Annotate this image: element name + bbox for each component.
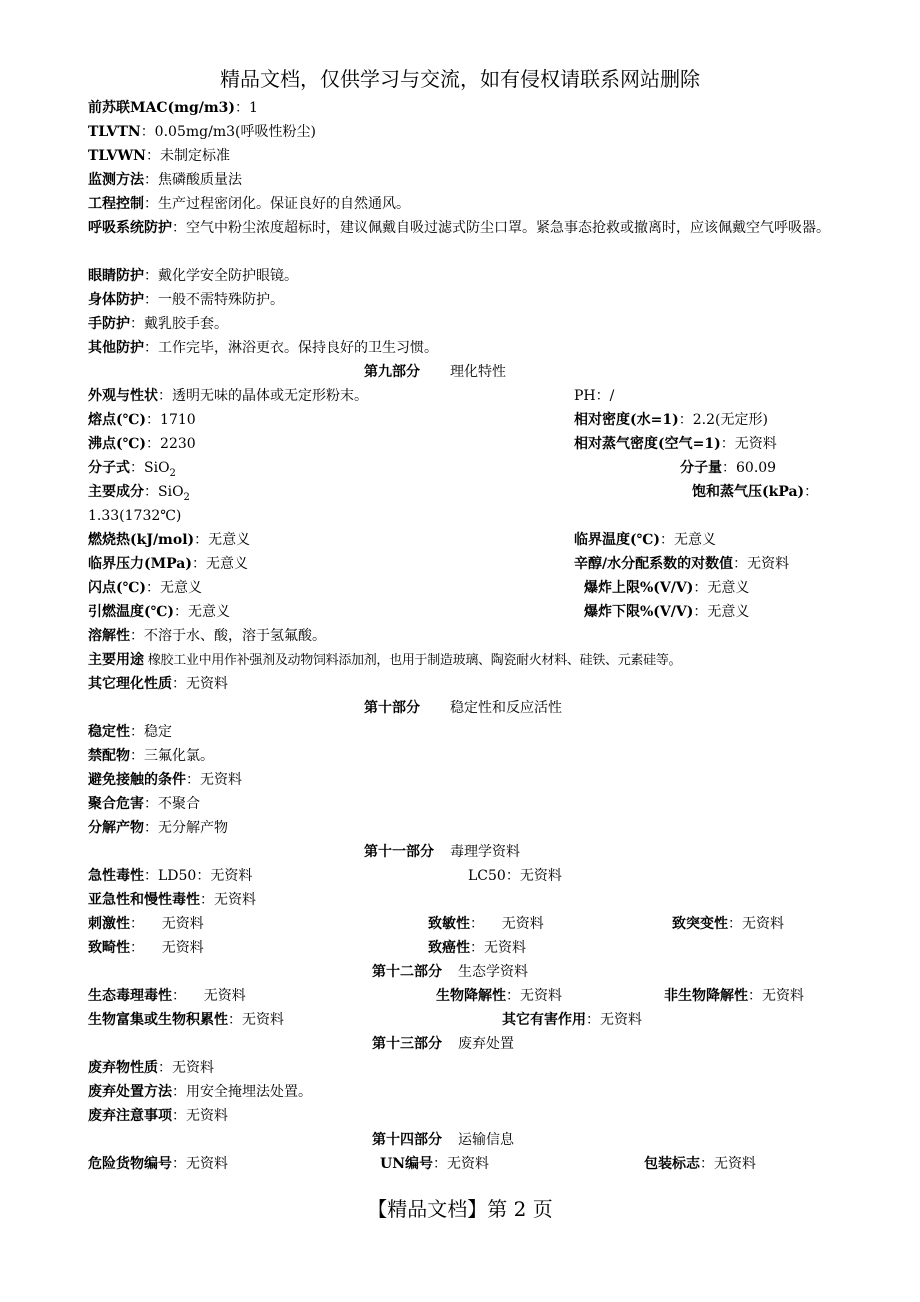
section-11-heading [88, 840, 838, 864]
field-label: 禁配物 [88, 748, 130, 764]
field-label: 临界温度(℃) [574, 532, 661, 548]
field-label: 废弃注意事项 [88, 1108, 172, 1124]
field-value: ： [804, 484, 819, 500]
section-title: 毒理学资料 [450, 844, 520, 860]
field-value: ： 无资料 [130, 916, 204, 932]
subscript: 2 [169, 467, 176, 479]
field-value: ：LD50：无资料 [144, 868, 253, 884]
field-value: ：生产过程密闭化。保证良好的自然通风。 [144, 196, 410, 212]
field-value: ：无资料 [200, 892, 256, 908]
section-title: 理化特性 [450, 364, 506, 380]
monitor-row [88, 168, 838, 192]
field-label: 饱和蒸气压(kPa) [692, 484, 805, 500]
field-value: ：无分解产物 [144, 820, 228, 836]
field-label: 包装标志 [644, 1156, 700, 1172]
appearance-row [88, 384, 838, 408]
field-value: ：无资料 [433, 1156, 490, 1172]
field-label: 分解产物 [88, 820, 144, 836]
stability-row [88, 720, 838, 744]
field-label: 外观与性状 [88, 388, 158, 404]
formula-row [88, 456, 838, 480]
field-value: ：戴乳胶手套。 [130, 316, 228, 332]
field-value: ：无意义 [194, 532, 251, 548]
waste-note-row [88, 1104, 838, 1128]
composition-row [88, 480, 838, 504]
field-value: ：无资料 [228, 1012, 284, 1028]
field-label: 废弃物性质 [88, 1060, 158, 1076]
field-label: 引燃温度(℃) [88, 604, 175, 620]
field-value: ：无意义 [660, 532, 717, 548]
field-label: 爆炸上限%(V/V) [584, 580, 694, 596]
tlvtn-row [88, 120, 838, 144]
section-10-heading [88, 696, 838, 720]
section-title: 废弃处置 [458, 1036, 514, 1052]
field-label: 稳定性 [88, 724, 130, 740]
waste-nature-row [88, 1056, 838, 1080]
field-label: 分子量 [680, 460, 722, 476]
field-label: 聚合危害 [88, 796, 144, 812]
field-label: 主要成分 [88, 484, 144, 500]
field-label: TLVWN [88, 148, 146, 164]
field-value: ：无资料 [586, 1012, 642, 1028]
field-label: 前苏联MAC(mg/m3) [88, 100, 236, 116]
field-label: 眼睛防护 [88, 268, 144, 284]
field-label: 手防护 [88, 316, 130, 332]
subscript: 2 [183, 491, 190, 503]
field-label: 身体防护 [88, 292, 144, 308]
field-value: ：无资料 [172, 1156, 228, 1172]
field-value: ： 无资料 [470, 916, 544, 932]
section-14-heading [88, 1128, 838, 1152]
section-title: 稳定性和反应活性 [450, 700, 562, 716]
other-row [88, 336, 838, 360]
field-value: ：2.2(无定形) [678, 412, 768, 428]
field-label: 熔点(℃) [88, 412, 147, 428]
field-value: ：无意义 [146, 580, 203, 596]
field-value: ：无资料 [720, 436, 777, 452]
section-number: 第十部分 [364, 700, 420, 716]
field-value: ：无资料 [748, 988, 804, 1004]
bp-row [88, 432, 838, 456]
field-value: ：未制定标准 [145, 148, 230, 164]
section-title: 生态学资料 [458, 964, 528, 980]
field-label: 急性毒性 [88, 868, 144, 884]
solubility-row [88, 624, 838, 648]
section-number: 第十三部分 [372, 1036, 442, 1052]
field-value: ：SiO [130, 460, 170, 476]
ecotox-row [88, 984, 838, 1008]
field-label: 工程控制 [88, 196, 144, 212]
field-value: ：工作完毕，淋浴更衣。保持良好的卫生习惯。 [144, 340, 438, 356]
field-value: ：一般不需特殊防护。 [144, 292, 284, 308]
polymer-row [88, 792, 838, 816]
field-value: ：SiO [144, 484, 184, 500]
field-value: ：1710 [146, 412, 196, 428]
field-value: ：不聚合 [144, 796, 200, 812]
field-value: ：无资料 [506, 988, 562, 1004]
field-label: 刺激性 [88, 916, 130, 932]
otherprop-row [88, 672, 838, 696]
field-value: ：无资料 [172, 1108, 228, 1124]
section-12-heading [88, 960, 838, 984]
field-label: 亚急性和慢性毒性 [88, 892, 200, 908]
bioacc-row [88, 1008, 838, 1032]
field-value: ：戴化学安全防护眼镜。 [144, 268, 298, 284]
field-label: 燃烧热(kJ/mol) [88, 532, 195, 548]
field-label: 闪点(℃) [88, 580, 147, 596]
document-body [88, 96, 838, 1176]
field-label: 避免接触的条件 [88, 772, 186, 788]
field-label: 非生物降解性 [664, 988, 748, 1004]
field-label: 其它理化性质 [88, 676, 172, 692]
field-label: 其他防护 [88, 340, 144, 356]
section-number: 第九部分 [364, 364, 420, 380]
acute-row [88, 864, 838, 888]
section-13-heading [88, 1032, 838, 1056]
field-value: 1.33(1732℃) [88, 508, 182, 524]
field-label: 致敏性 [428, 916, 470, 932]
page-footer: 【精品文档】第 2 页 [367, 1197, 553, 1221]
waste-method-row [88, 1080, 838, 1104]
irritation-row [88, 912, 838, 936]
cp-row [88, 552, 838, 576]
field-label: 致突变性 [672, 916, 728, 932]
tlvwn-row [88, 144, 838, 168]
field-value: ：无资料 [733, 556, 790, 572]
field-value: ：焦磷酸质量法 [144, 172, 242, 188]
transport-row [88, 1152, 838, 1176]
field-label: TLVTN [88, 124, 141, 140]
field-label: 生物降解性 [436, 988, 506, 1004]
field-value: 橡胶工业中用作补强剂及动物饲料添加剂，也用于制造玻璃、陶瓷耐火材料、硅铁、元素硅等。 [144, 653, 682, 668]
field-label: 其它有害作用 [502, 1012, 586, 1028]
subacute-row [88, 888, 838, 912]
mp-row [88, 408, 838, 432]
field-value: ：无资料 [700, 1156, 756, 1172]
field-label: 分子式 [88, 460, 130, 476]
field-value: ：无意义 [693, 604, 750, 620]
decomp-row [88, 816, 838, 840]
ph-value: PH：/ [574, 388, 615, 404]
incompat-row [88, 744, 838, 768]
field-value: ：2230 [146, 436, 196, 452]
resp-row [88, 216, 838, 264]
field-label: 溶解性 [88, 628, 130, 644]
field-label: UN编号 [380, 1156, 434, 1172]
avoid-row [88, 768, 838, 792]
field-label: 相对蒸气密度(空气=1) [574, 436, 721, 452]
section-number: 第十四部分 [372, 1132, 442, 1148]
vp-value-row [88, 504, 838, 528]
field-value: ：稳定 [130, 724, 172, 740]
field-value: ：无资料 [186, 772, 242, 788]
field-value: ：用安全掩埋法处置。 [172, 1084, 312, 1100]
field-value: ：无资料 [470, 940, 526, 956]
field-label: 相对密度(水=1) [574, 412, 679, 428]
section-number: 第十一部分 [364, 844, 434, 860]
field-label: 监测方法 [88, 172, 144, 188]
field-label: 生物富集或生物积累性 [88, 1012, 228, 1028]
use-row [88, 648, 838, 672]
teratogenic-row [88, 936, 838, 960]
field-value: ：三氟化氯。 [130, 748, 214, 764]
field-label: 主要用途 [88, 652, 144, 668]
page-header: 精品文档，仅供学习与交流，如有侵权请联系网站删除 [220, 67, 700, 91]
field-value: ：透明无味的晶体或无定形粉末。 [158, 388, 368, 404]
field-value: ：60.09 [722, 460, 777, 476]
field-label: 致癌性 [428, 940, 470, 956]
field-value: ：0.05mg/m3(呼吸性粉尘) [140, 124, 316, 140]
field-value: ： 无资料 [172, 988, 246, 1004]
field-value: ：无意义 [693, 580, 750, 596]
ign-row [88, 600, 838, 624]
eye-row [88, 264, 838, 288]
field-label: 呼吸系统防护 [88, 220, 172, 236]
field-value: ：不溶于水、酸，溶于氢氟酸。 [130, 628, 326, 644]
section-number: 第十二部分 [372, 964, 442, 980]
field-label: 临界压力(MPa) [88, 556, 192, 572]
field-value: ：无意义 [174, 604, 231, 620]
section-title: 运输信息 [458, 1132, 514, 1148]
field-label: 生态毒理毒性 [88, 988, 172, 1004]
field-value: ：空气中粉尘浓度超标时，建议佩戴自吸过滤式防尘口罩。紧急事态抢救或撤离时，应该佩戴空气呼吸器。 [172, 220, 830, 236]
eng-row [88, 192, 838, 216]
section-9-heading [88, 360, 838, 384]
field-label: 辛醇/水分配系数的对数值 [574, 556, 734, 572]
fp-row [88, 576, 838, 600]
mac-row [88, 96, 838, 120]
field-value: ： 无资料 [130, 940, 204, 956]
heat-row [88, 528, 838, 552]
field-value: ：无资料 [158, 1060, 214, 1076]
field-value: ：无意义 [191, 556, 248, 572]
lc50-value: LC50：无资料 [468, 868, 562, 884]
body-row [88, 288, 838, 312]
field-label: 致畸性 [88, 940, 130, 956]
field-value: ：无资料 [172, 676, 228, 692]
field-label: 危险货物编号 [88, 1156, 172, 1172]
field-label: 沸点(℃) [88, 436, 147, 452]
field-value: ：无资料 [728, 916, 784, 932]
field-label: 废弃处置方法 [88, 1084, 172, 1100]
hand-row [88, 312, 838, 336]
field-label: 爆炸下限%(V/V) [584, 604, 694, 620]
field-value: ：1 [235, 100, 258, 116]
